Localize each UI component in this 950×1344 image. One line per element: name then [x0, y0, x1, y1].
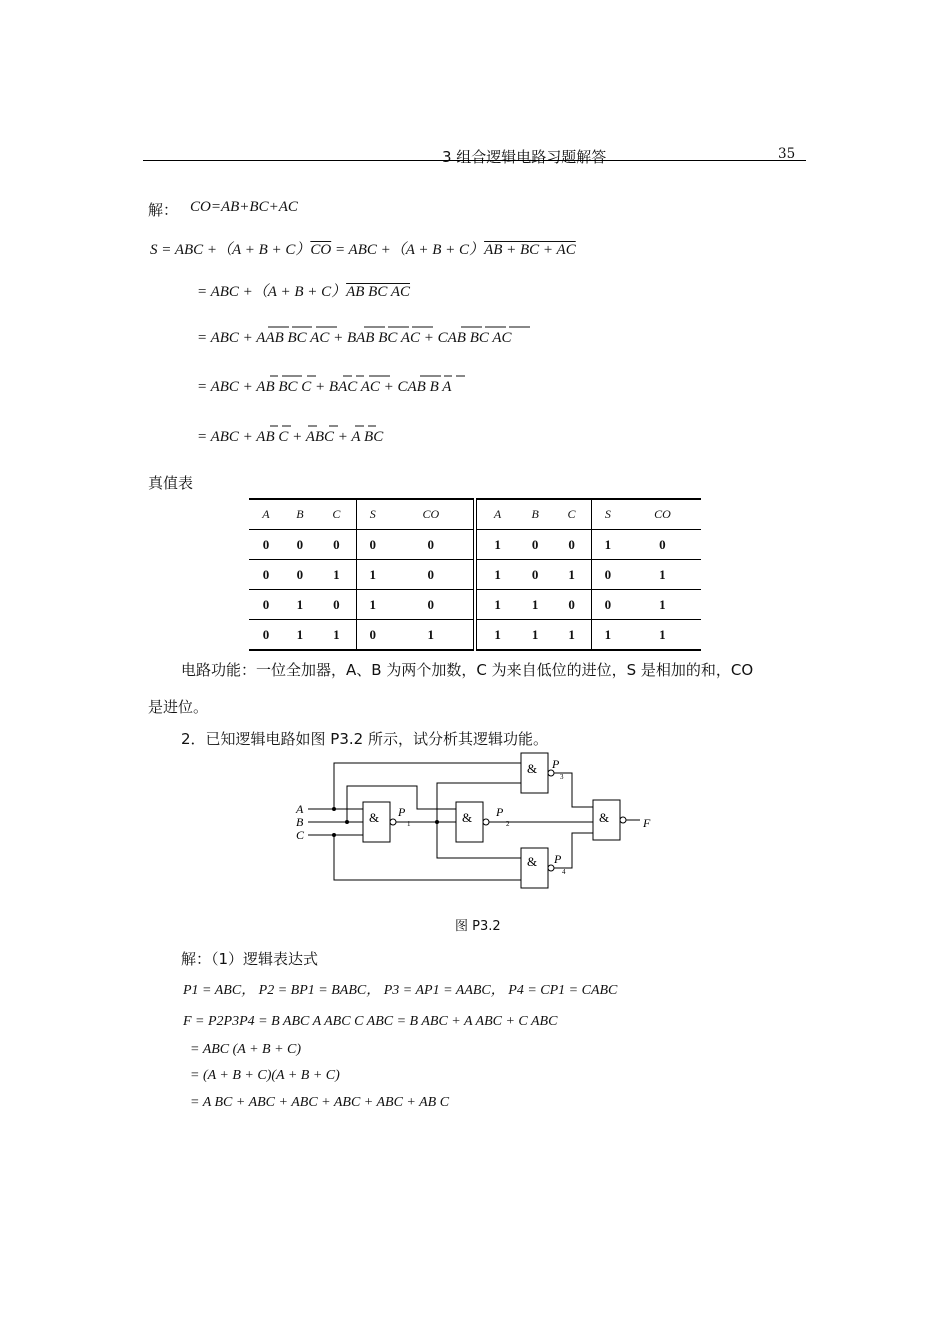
- table-cell: 1: [592, 620, 624, 651]
- junction-dot: [435, 820, 439, 824]
- inversion-bubble-output: [620, 817, 626, 823]
- table-cell: 1: [317, 560, 356, 590]
- table-row: [249, 590, 701, 620]
- function-description-cont: 是进位。: [148, 698, 209, 716]
- table-row: [249, 620, 701, 651]
- truth-table: [249, 498, 701, 651]
- table-cell: 0: [356, 620, 388, 651]
- table-cell: 0: [592, 560, 624, 590]
- f-equation-line1: F = P2P3P4 = B ABC A ABC C ABC = B ABC + A ABC + C ABC: [183, 1014, 558, 1029]
- table-cell: 0: [249, 530, 283, 560]
- table-cell: 1: [475, 560, 518, 590]
- table-cell: 1: [518, 620, 552, 651]
- problem-2-statement: 2．已知逻辑电路如图 P3.2 所示，试分析其逻辑功能。: [181, 730, 548, 748]
- eq-overline-part: AB + BC + AC: [484, 242, 576, 258]
- table-cell: 0: [249, 620, 283, 651]
- table-row: [249, 530, 701, 560]
- junction-dot: [332, 807, 336, 811]
- f-equation-line4: = A BC + ABC + ABC + ABC + ABC + AB C: [190, 1095, 450, 1110]
- p2-subscript: 2: [506, 820, 510, 828]
- input-label-a: A: [296, 802, 304, 816]
- table-cell: 1: [283, 620, 317, 651]
- solution-2-label: 解：（1）逻辑表达式: [181, 950, 319, 968]
- s-equation-line3: = ABC + AAB BC AC + BAB BC AC + CAB BC AC: [197, 330, 512, 346]
- table-cell: 1: [518, 590, 552, 620]
- table-cell: 0: [518, 560, 552, 590]
- logic-circuit-diagram: [280, 750, 680, 900]
- table-header-row: [249, 499, 701, 530]
- table-cell: 1: [552, 620, 591, 651]
- table-cell: 0: [389, 530, 475, 560]
- table-cell: 0: [389, 590, 475, 620]
- p3-subscript: 3: [560, 773, 564, 781]
- table-cell: 1: [624, 620, 701, 651]
- table-cell: 0: [283, 560, 317, 590]
- table-cell: 1: [356, 560, 388, 590]
- f-equation-line3: = (A + B + C)(A + B + C): [190, 1068, 340, 1083]
- p3-label: P: [552, 757, 560, 771]
- table-cell: 0: [552, 590, 591, 620]
- s-equation-line5: = ABC + AB C + ABC + A BC: [197, 429, 384, 445]
- table-cell: 0: [317, 590, 356, 620]
- table-cell: 0: [518, 530, 552, 560]
- junction-dot: [345, 820, 349, 824]
- gate-3-symbol: &: [527, 761, 538, 776]
- table-cell: 0: [592, 590, 624, 620]
- table-cell: 0: [249, 590, 283, 620]
- table-header-cell: C: [552, 499, 591, 530]
- output-label-f: F: [643, 816, 651, 830]
- page-number: 35: [778, 146, 796, 162]
- table-cell: 1: [475, 620, 518, 651]
- table-cell: 0: [389, 560, 475, 590]
- p1-subscript: 1: [407, 820, 411, 828]
- p2-label: P: [496, 805, 504, 819]
- inversion-bubble-1: [390, 819, 396, 825]
- running-header-title: 3 组合逻辑电路习题解答: [442, 148, 607, 166]
- p-equations: P1 = ABC， P2 = BP1 = BABC， P3 = AP1 = AABC， P4 = CP1 = CABC: [183, 983, 618, 998]
- table-cell: 1: [592, 530, 624, 560]
- table-cell: 1: [389, 620, 475, 651]
- s-equation-line4: = ABC + AB BC C + BAC AC + CAB B A: [197, 379, 452, 395]
- gate-output-symbol: &: [599, 810, 610, 825]
- table-header-cell: S: [592, 499, 624, 530]
- table-header-cell: C: [317, 499, 356, 530]
- table-cell: 1: [283, 590, 317, 620]
- function-description: 电路功能：一位全加器，A、B 为两个加数，C 为来自低位的进位，S 是相加的和，CO: [181, 661, 754, 679]
- table-header-cell: CO: [389, 499, 475, 530]
- truth-table-label: 真值表: [148, 474, 194, 492]
- figure-caption: 图 P3.2: [455, 919, 501, 934]
- p4-label: P: [554, 852, 562, 866]
- eq-part: = ABC +（A + B + C）: [331, 242, 485, 258]
- table-row: [249, 560, 701, 590]
- eq-overline-part: AB BC AC: [346, 284, 410, 300]
- eq-part: S = ABC +（A + B + C）: [150, 242, 311, 258]
- table-cell: 1: [317, 620, 356, 651]
- gate-2-symbol: &: [462, 810, 473, 825]
- table-cell: 0: [317, 530, 356, 560]
- table-cell: 0: [356, 530, 388, 560]
- p1-label: P: [398, 805, 406, 819]
- table-cell: 1: [475, 530, 518, 560]
- f-equation-line2: = ABC (A + B + C): [190, 1042, 302, 1057]
- gate-4-symbol: &: [527, 854, 538, 869]
- table-cell: 1: [356, 590, 388, 620]
- table-cell: 1: [552, 560, 591, 590]
- input-label-b: B: [296, 815, 304, 829]
- table-cell: 0: [552, 530, 591, 560]
- table-cell: 0: [249, 560, 283, 590]
- table-cell: 1: [624, 560, 701, 590]
- eq-overline-part: $\overline{CO}$: [310, 242, 332, 258]
- table-cell: 0: [624, 530, 701, 560]
- co-equation: CO=AB+BC+AC: [190, 199, 298, 215]
- table-cell: 0: [283, 530, 317, 560]
- p4-subscript: 4: [562, 868, 566, 876]
- table-header-cell: A: [475, 499, 518, 530]
- table-header-cell: B: [518, 499, 552, 530]
- input-label-c: C: [296, 828, 305, 842]
- inversion-bubble-2: [483, 819, 489, 825]
- eq-part: = ABC +（A + B + C）: [197, 284, 347, 300]
- solution-label: 解：: [148, 201, 179, 219]
- gate-1-symbol: &: [369, 810, 380, 825]
- table-header-cell: B: [283, 499, 317, 530]
- table-cell: 1: [475, 590, 518, 620]
- table-header-cell: S: [356, 499, 388, 530]
- table-header-cell: CO: [624, 499, 701, 530]
- junction-dot: [332, 833, 336, 837]
- table-header-cell: A: [249, 499, 283, 530]
- table-cell: 1: [624, 590, 701, 620]
